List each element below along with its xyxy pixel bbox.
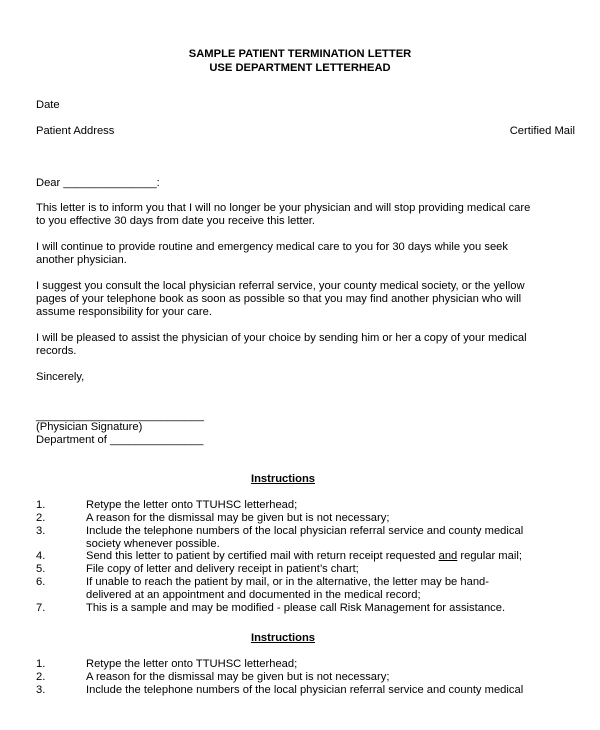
paragraph-continued-care <box>36 241 546 267</box>
list-text: File copy of letter and delivery receipt in patient’s chart; <box>86 563 359 575</box>
list-text: A reason for the dismissal may be given but is not necessary; <box>86 512 390 524</box>
paragraph-line: I suggest you consult the local physician referral service, your county medical society, or the yellow <box>36 280 525 292</box>
list-text: A reason for the dismissal may be given but is not necessary; <box>86 671 390 683</box>
letterhead-note: USE DEPARTMENT LETTERHEAD <box>209 62 391 74</box>
signature-line: ___________________________ <box>36 410 204 422</box>
list-text-part: regular mail; <box>457 550 522 562</box>
patient-address-label: Patient Address <box>36 125 115 137</box>
paragraph-line: I will be pleased to assist the physician of your choice by sending him or her a copy of your medical <box>36 332 527 344</box>
closing: Sincerely, <box>36 371 85 383</box>
list-text: Retype the letter onto TTUHSC letterhead; <box>86 499 298 511</box>
instructions-heading: Instructions <box>250 632 316 644</box>
paragraph-line: pages of your telephone book as soon as possible so that you may find another physician who will <box>36 293 522 305</box>
list-text: Retype the letter onto TTUHSC letterhead; <box>86 658 298 670</box>
list-text: If unable to reach the patient by mail, or in the alternative, the letter may be hand- <box>86 576 489 588</box>
letter-title: SAMPLE PATIENT TERMINATION LETTER <box>188 48 412 60</box>
paragraph-line: to you effective 30 days from date you receive this letter. <box>36 215 316 227</box>
list-number: 1. <box>36 499 46 511</box>
paragraph-line: This letter is to inform you that I will no longer be your physician and will stop providing medical care <box>36 202 531 214</box>
paragraph-notice <box>36 202 546 228</box>
paragraph-line: assume responsibility for your care. <box>36 306 212 318</box>
list-number: 2. <box>36 671 46 683</box>
list-number: 1. <box>36 658 46 670</box>
list-number: 6. <box>36 576 46 588</box>
list-number: 3. <box>36 684 46 696</box>
list-number: 5. <box>36 563 46 575</box>
list-text: society whenever possible. <box>86 538 220 550</box>
list-number: 3. <box>36 525 46 537</box>
instructions-heading: Instructions <box>250 473 316 485</box>
paragraph-line: another physician. <box>36 254 127 266</box>
list-number: 7. <box>36 602 46 614</box>
department-label: Department of _______________ <box>36 434 204 446</box>
salutation: Dear _______________: <box>36 177 160 189</box>
paragraph-line: I will continue to provide routine and emergency medical care to you for 30 days while you seek <box>36 241 508 253</box>
paragraph-records <box>36 332 546 358</box>
list-number: 2. <box>36 512 46 524</box>
list-text: This is a sample and may be modified - please call Risk Management for assistance. <box>86 602 506 614</box>
certified-mail-label: Certified Mail <box>509 125 575 137</box>
list-text-part: Send this letter to patient by certified mail with return receipt requested <box>86 550 439 562</box>
list-text: Include the telephone numbers of the local physician referral service and county medical <box>86 525 524 537</box>
list-text <box>86 550 522 563</box>
date-label: Date <box>36 99 60 111</box>
list-text: delivered at an appointment and documented in the medical record; <box>86 589 421 601</box>
paragraph-line: records. <box>36 345 77 357</box>
emphasis-and: and <box>438 550 458 562</box>
list-number: 4. <box>36 550 46 562</box>
paragraph-referral <box>36 280 546 319</box>
list-text: Include the telephone numbers of the local physician referral service and county medical <box>86 684 524 696</box>
signature-label: (Physician Signature) <box>36 421 143 433</box>
